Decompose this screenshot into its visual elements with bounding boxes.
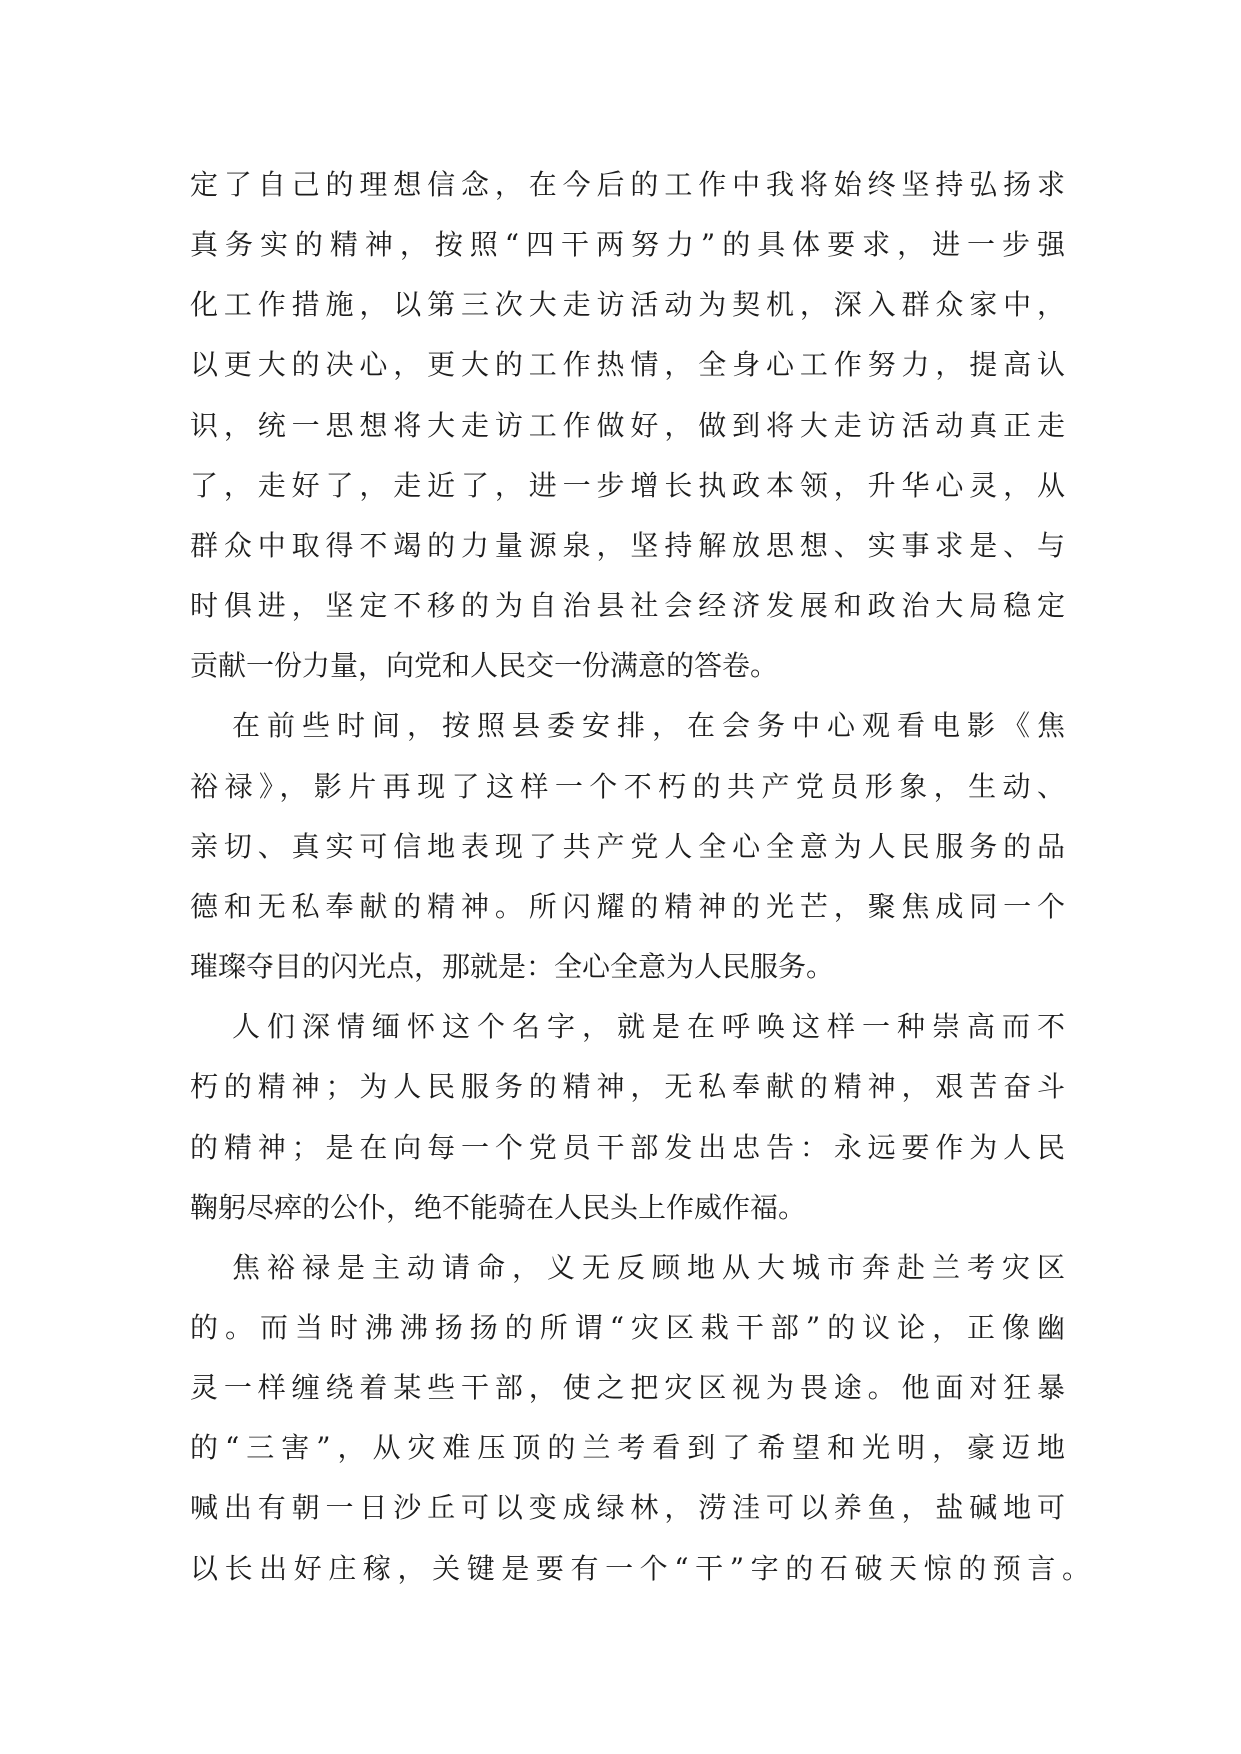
text-line: 亲切、真实可信地表现了共产党人全心全意为人民服务的品 xyxy=(190,829,1065,863)
paragraph xyxy=(190,696,1065,997)
text-line: 的精神；是在向每一个党员干部发出忠告：永远要作为人民 xyxy=(190,1130,1065,1164)
text-line: 朽的精神；为人民服务的精神，无私奉献的精神，艰苦奋斗 xyxy=(190,1070,1065,1104)
document-body xyxy=(190,155,1090,1599)
text-line: 裕禄》，影片再现了这样一个不朽的共产党员形象，生动、 xyxy=(190,769,1065,803)
text-line: 在前些时间，按照县委安排，在会务中心观看电影《焦 xyxy=(232,709,1065,743)
text-line: 璀璨夺目的闪光点，那就是：全心全意为人民服务。 xyxy=(190,950,835,984)
text-line: 时俱进，坚定不移的为自治县社会经济发展和政治大局稳定 xyxy=(190,589,1065,623)
text-line: 化工作措施，以第三次大走访活动为契机，深入群众家中， xyxy=(190,288,1065,322)
paragraph xyxy=(190,1238,1090,1599)
paragraph xyxy=(190,155,1065,696)
text-line: 贡献一份力量，向党和人民交一份满意的答卷。 xyxy=(190,649,779,683)
text-line: 的“三害”，从灾难压顶的兰考看到了希望和光明，豪迈地 xyxy=(190,1431,1065,1465)
text-line: 以长出好庄稼，关键是要有一个“干”字的石破天惊的预言。 xyxy=(190,1551,1090,1585)
text-line: 喊出有朝一日沙丘可以变成绿林，涝洼可以养鱼，盐碱地可 xyxy=(190,1491,1065,1525)
text-line: 识，统一思想将大走访工作做好，做到将大走访活动真正走 xyxy=(190,408,1065,442)
text-line: 真务实的精神，按照“四干两努力”的具体要求，进一步强 xyxy=(190,228,1065,262)
text-line: 定了自己的理想信念，在今后的工作中我将始终坚持弘扬求 xyxy=(190,168,1065,201)
text-line: 人们深情缅怀这个名字，就是在呼唤这样一种崇高而不 xyxy=(232,1010,1065,1044)
text-line: 鞠躬尽瘁的公仆，绝不能骑在人民头上作威作福。 xyxy=(190,1190,807,1224)
paragraph xyxy=(190,997,1065,1238)
text-line: 焦裕禄是主动请命，义无反顾地从大城市奔赴兰考灾区 xyxy=(232,1250,1065,1284)
text-line: 德和无私奉献的精神。所闪耀的精神的光芒，聚焦成同一个 xyxy=(190,889,1065,923)
text-line: 的。而当时沸沸扬扬的所谓“灾区栽干部”的议论，正像幽 xyxy=(190,1310,1065,1344)
text-line: 群众中取得不竭的力量源泉，坚持解放思想、实事求是、与 xyxy=(190,528,1065,562)
text-line: 以更大的决心，更大的工作热情，全身心工作努力，提高认 xyxy=(190,348,1065,382)
text-line: 了，走好了，走近了，进一步增长执政本领，升华心灵，从 xyxy=(190,468,1065,502)
text-line: 灵一样缠绕着某些干部，使之把灾区视为畏途。他面对狂暴 xyxy=(190,1371,1065,1405)
